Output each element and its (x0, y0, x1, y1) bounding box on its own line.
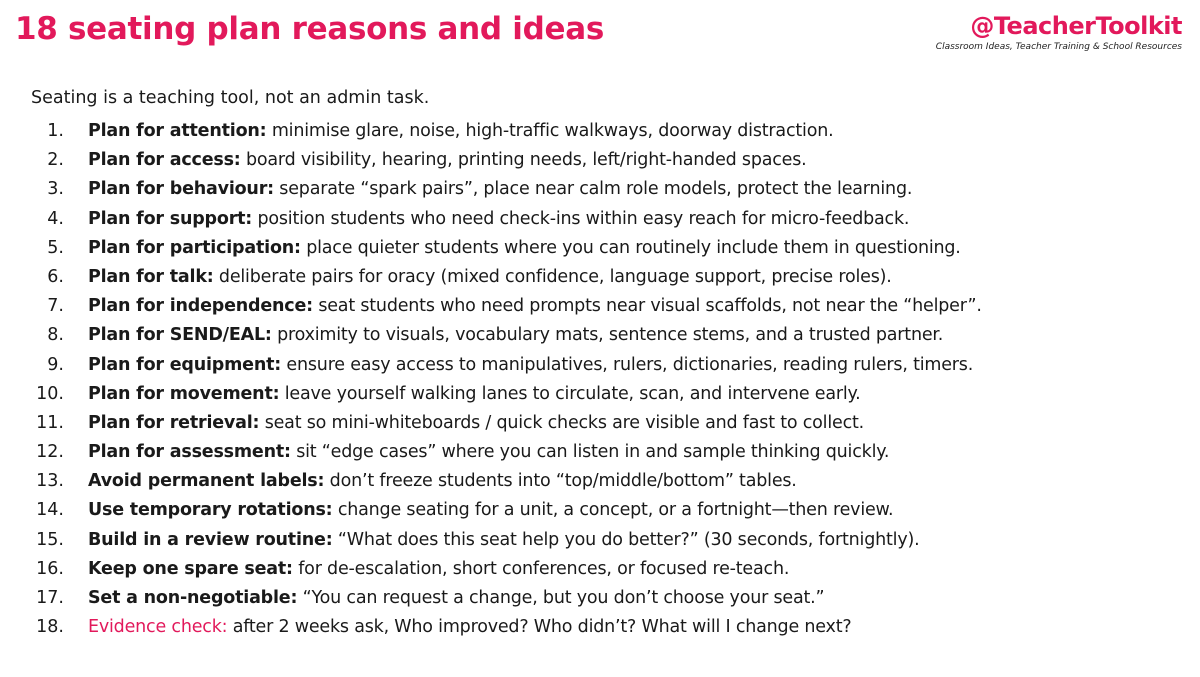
list-item-number: 6. (47, 266, 64, 287)
list-item-number: 18. (36, 617, 64, 638)
list-item-label: Keep one spare seat: (88, 558, 293, 579)
list-item-number: 11. (36, 412, 64, 433)
list-item-number: 9. (47, 354, 64, 375)
intro-text: Seating is a teaching tool, not an admin task. (31, 88, 430, 108)
list-item-label: Plan for access: (88, 150, 241, 171)
list-item-label: Plan for movement: (88, 383, 280, 404)
list-item-number: 13. (36, 471, 64, 492)
list-item-content (88, 351, 973, 380)
list-item-text: after 2 weeks ask, Who improved? Who didn’t? What will I change next? (227, 617, 852, 638)
list-item-content (88, 292, 982, 321)
list-item-label: Plan for retrieval: (88, 412, 260, 433)
list-item-text: don’t freeze students into “top/middle/bottom” tables. (324, 471, 797, 492)
list-item-number: 7. (47, 296, 64, 317)
list-item-text: seat students who need prompts near visual scaffolds, not near the “helper”. (312, 296, 982, 317)
list-item-content (88, 613, 851, 642)
list-item-text: “You can request a change, but you don’t choose your seat.” (297, 588, 825, 608)
list-item-label: Set a non-negotiable: (88, 588, 298, 608)
list-item-text: “What does this seat help you do better?” (30 seconds, fortnightly). (332, 529, 920, 550)
list-item-text: separate “spark pairs”, place near calm role models, protect the learning. (273, 179, 913, 200)
list-item-text: sit “edge cases” where you can listen in and sample thinking quickly. (290, 442, 890, 463)
list-item-content (88, 438, 889, 467)
list-item-label: Plan for support: (88, 208, 253, 229)
list-item-content (88, 175, 912, 204)
list-item-text: board visibility, hearing, printing needs, left/right-handed spaces. (240, 150, 807, 171)
list-item-text: minimise glare, noise, high-traffic walkways, doorway distraction. (266, 121, 834, 141)
list-item-content (88, 263, 892, 292)
brand-name: @TeacherToolkit (970, 12, 1182, 40)
list-item-text: leave yourself walking lanes to circulate, scan, and intervene early. (279, 383, 861, 404)
list-item-content (88, 584, 824, 613)
list-item-label: Plan for participation: (88, 237, 301, 258)
list-item-number: 2. (47, 150, 64, 171)
list-item-number: 14. (36, 500, 64, 521)
list-item-content (88, 321, 943, 350)
list-item-text: ensure easy access to manipulatives, rulers, dictionaries, reading rulers, timers. (281, 354, 974, 375)
list-item-content (88, 205, 909, 234)
page-title: 18 seating plan reasons and ideas (15, 11, 604, 47)
list-item-number: 8. (47, 325, 64, 346)
list-item-content (88, 380, 861, 409)
list-item-label: Plan for attention: (88, 121, 267, 141)
brand-logo (936, 12, 1182, 53)
list-item-number: 12. (36, 442, 64, 463)
list-item-text: position students who need check-ins within easy reach for micro-feedback. (252, 208, 910, 229)
list-item-text: for de-escalation, short conferences, or focused re-teach. (292, 558, 790, 579)
list-item-content (88, 526, 920, 555)
list-item-text: place quieter students where you can routinely include them in questioning. (300, 237, 961, 258)
list-item-number: 4. (47, 208, 64, 229)
list-item-text: deliberate pairs for oracy (mixed confidence, language support, precise roles). (213, 266, 892, 287)
list-item-text: proximity to visuals, vocabulary mats, sentence stems, and a trusted partner. (271, 325, 944, 346)
list-item-label: Plan for SEND/EAL: (88, 325, 272, 346)
list-item-label: Plan for behaviour: (88, 179, 274, 200)
list-item-number: 3. (47, 179, 64, 200)
list-item-number: 1. (47, 121, 64, 141)
list-item-label: Build in a review routine: (88, 529, 333, 550)
list-item-label: Plan for independence: (88, 296, 313, 317)
list-item-content (88, 555, 789, 584)
list-item-content (88, 117, 833, 146)
list-item-label: Plan for equipment: (88, 354, 282, 375)
list-item-text: seat so mini-whiteboards / quick checks are visible and fast to collect. (259, 412, 865, 433)
list-item-content (88, 467, 797, 496)
list-item-label: Avoid permanent labels: (88, 471, 325, 492)
list-item-text: change seating for a unit, a concept, or a fortnight—then review. (332, 500, 894, 521)
list-item-content (88, 234, 961, 263)
list-item-number: 5. (47, 237, 64, 258)
list-item-label: Evidence check: (88, 617, 228, 638)
list-item-content (88, 496, 893, 525)
list-item-label: Plan for talk: (88, 266, 214, 287)
brand-tagline: Classroom Ideas, Teacher Training & School Resources (935, 42, 1182, 52)
list-item-number: 16. (36, 558, 64, 579)
list-item-number: 15. (36, 529, 64, 550)
list-item-number: 10. (36, 383, 64, 404)
list-item-content (88, 409, 864, 438)
list-item-number: 17. (36, 588, 64, 608)
list-item-label: Use temporary rotations: (88, 500, 333, 521)
list-item-content (88, 146, 807, 175)
list-item-label: Plan for assessment: (88, 442, 291, 463)
